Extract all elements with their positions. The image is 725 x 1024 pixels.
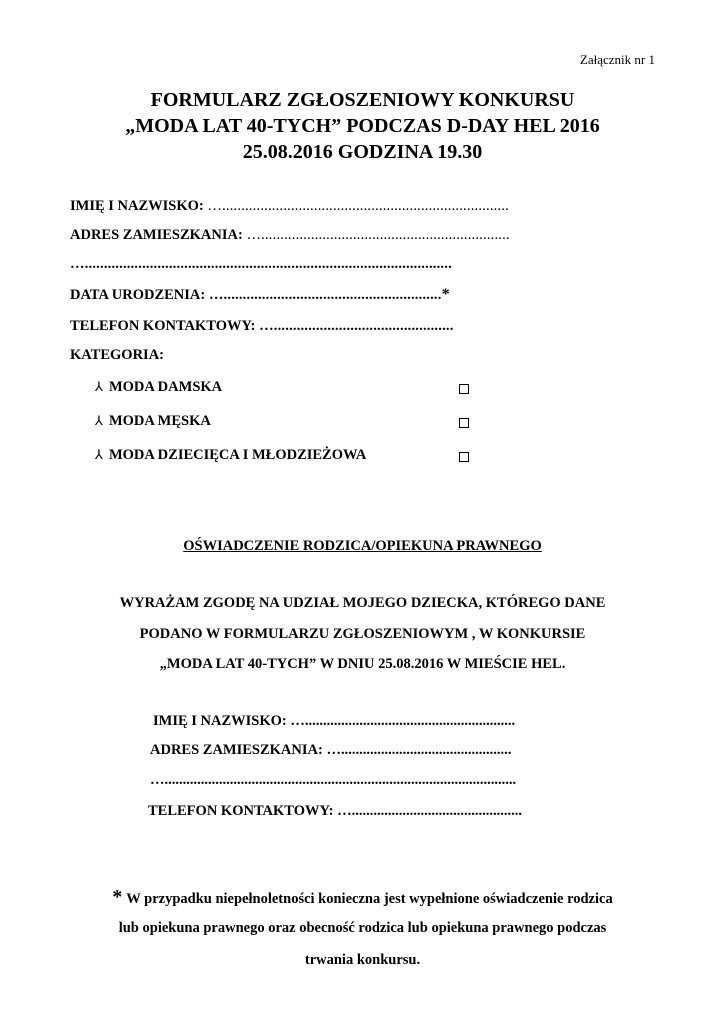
category-label-mens: MODA MĘSKA: [108, 413, 211, 429]
participant-birthdate-blank[interactable]: ….........................................................: [208, 287, 442, 303]
parent-statement-heading: OŚWIADCZENIE RODZICA/OPIEKUNA PRAWNEGO: [183, 538, 542, 554]
form-title-line-2: „MODA LAT 40-TYCH” PODCZAS D-DAY HEL 2016: [125, 115, 600, 137]
category-mens-fashion: [95, 413, 211, 430]
footnote-text-1: W przypadku niepełnoletności konieczna jest wypełnione oświadczenie rodzica: [126, 891, 613, 907]
footnote-line-1: [0, 886, 725, 909]
participant-phone-blank[interactable]: …...............................................: [259, 318, 454, 334]
parent-phone-field[interactable]: [148, 803, 522, 820]
parent-name-field[interactable]: [153, 713, 515, 730]
participant-phone-field[interactable]: [70, 318, 454, 335]
participant-birthdate-field[interactable]: [70, 286, 450, 304]
parent-phone-blank[interactable]: …...............................................: [337, 803, 522, 819]
participant-address-field[interactable]: [70, 227, 510, 244]
arrow-icon: ⅄: [95, 379, 103, 394]
footnote-line-2: lub opiekuna prawnego oraz obecność rodzica lub opiekuna prawnego podczas: [118, 920, 607, 936]
category-label-kids: MODA DZIECIĘCA I MŁODZIEŻOWA: [108, 447, 367, 463]
participant-phone-label: TELEFON KONTAKTOWY:: [70, 318, 256, 334]
parent-address-field[interactable]: [150, 742, 511, 759]
arrow-icon: ⅄: [95, 413, 103, 428]
participant-birthdate-label: DATA URODZENIA:: [70, 287, 206, 303]
category-womens-fashion: [95, 379, 222, 396]
parent-address-blank[interactable]: …...............................................: [326, 742, 512, 758]
participant-name-blank[interactable]: …...........................................................................: [207, 198, 509, 214]
category-label-womens: MODA DAMSKA: [108, 379, 223, 395]
participant-address-blank-2[interactable]: …................................................................................................: [70, 256, 452, 272]
footnote-line-3: trwania konkursu.: [304, 952, 421, 968]
participant-address-line-2[interactable]: [70, 256, 452, 273]
parent-address-blank-2[interactable]: ….................................................................................................: [150, 772, 517, 788]
parent-phone-label: TELEFON KONTAKTOWY:: [148, 803, 334, 819]
participant-name-label: IMIĘ I NAZWISKO:: [70, 198, 204, 214]
footnote-asterisk: *: [112, 886, 123, 908]
consent-line-3: „MODA LAT 40-TYCH” W DNIU 25.08.2016 W MIEŚCIE HEL.: [159, 656, 566, 672]
parent-address-label: ADRES ZAMIESZKANIA:: [150, 742, 323, 758]
asterisk-mark: *: [441, 286, 450, 303]
form-title-line-1: FORMULARZ ZGŁOSZENIOWY KONKURSU: [150, 89, 575, 111]
consent-line-2: PODANO W FORMULARZU ZGŁOSZENIOWYM , W KONKURSIE: [139, 626, 586, 642]
participant-address-blank[interactable]: ….................................................................: [246, 227, 510, 243]
arrow-icon: ⅄: [95, 447, 103, 462]
checkbox-womens-fashion[interactable]: [459, 384, 469, 394]
participant-name-field[interactable]: [70, 198, 509, 215]
checkbox-kids-youth-fashion[interactable]: [459, 452, 469, 462]
participant-address-label: ADRES ZAMIESZKANIA:: [70, 227, 243, 243]
category-kids-youth-fashion: [95, 447, 366, 464]
parent-address-line-2[interactable]: [150, 772, 516, 789]
annex-label: Załącznik nr 1: [579, 52, 655, 67]
form-title-line-3: 25.08.2016 GODZINA 19.30: [242, 141, 483, 163]
parent-name-blank[interactable]: …..........................................................: [290, 713, 516, 729]
parent-name-label: IMIĘ I NAZWISKO:: [153, 713, 287, 729]
checkbox-mens-fashion[interactable]: [459, 418, 469, 428]
consent-line-1: WYRAŻAM ZGODĘ NA UDZIAŁ MOJEGO DZIECKA, KTÓREGO DANE: [119, 595, 606, 611]
category-label: KATEGORIA:: [70, 347, 164, 363]
